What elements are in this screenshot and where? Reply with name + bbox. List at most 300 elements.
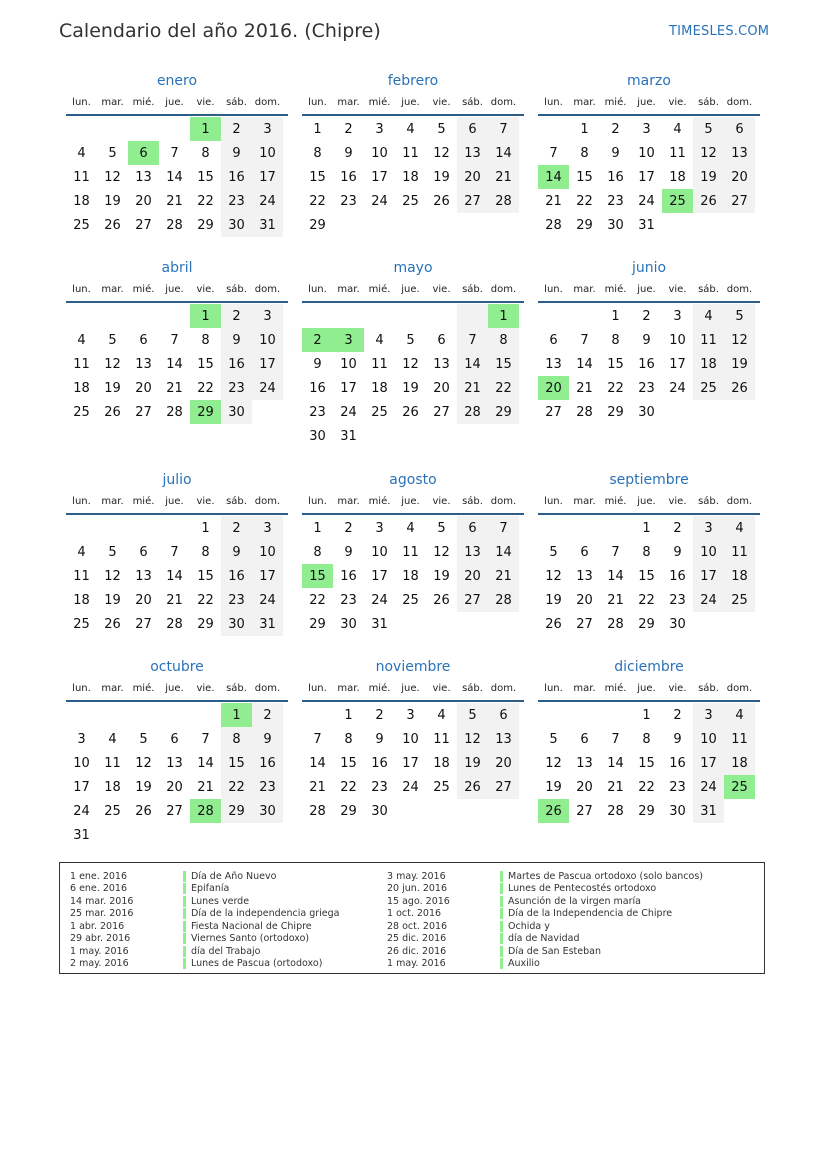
day-cell: 18 <box>693 352 724 376</box>
day-cell: 20 <box>166 779 183 795</box>
day-cell: 12 <box>104 169 121 185</box>
day-cell: 8 <box>344 731 353 747</box>
day-cell: 2 <box>673 520 682 536</box>
holiday-day-cell: 28 <box>190 799 221 823</box>
day-cell: 10 <box>252 540 283 564</box>
holiday-day-cell: 1 <box>488 304 519 328</box>
legend-holiday-name: Viernes Santo (ortodoxo) <box>191 933 310 945</box>
day-cell: 16 <box>252 751 283 775</box>
day-cell: 5 <box>693 117 724 141</box>
month-divider <box>302 114 524 116</box>
day-cell: 25 <box>104 803 121 819</box>
empty-cell <box>190 703 221 727</box>
holiday-day-cell: 29 <box>190 400 221 424</box>
weekday-label: mar. <box>573 495 596 507</box>
day-cell: 8 <box>313 544 322 560</box>
holiday-marker-icon <box>183 871 186 882</box>
day-cell: 8 <box>611 332 620 348</box>
empty-cell <box>600 516 631 540</box>
day-cell: 18 <box>371 380 388 396</box>
day-grid <box>538 117 760 237</box>
day-cell: 28 <box>545 217 562 233</box>
day-cell: 11 <box>402 544 419 560</box>
empty-cell <box>426 304 457 328</box>
day-cell: 5 <box>108 544 117 560</box>
month-febrero <box>302 70 524 237</box>
day-cell: 15 <box>197 356 214 372</box>
day-cell: 19 <box>693 165 724 189</box>
day-cell: 29 <box>309 217 326 233</box>
month-name: abril <box>161 260 193 276</box>
legend-holiday-name: Asunción de la virgen maría <box>508 895 641 907</box>
holiday-marker-icon <box>500 896 503 907</box>
day-cell: 10 <box>73 755 90 771</box>
day-cell: 21 <box>607 779 624 795</box>
day-cell: 25 <box>73 404 90 420</box>
weekday-label: sáb. <box>462 283 483 295</box>
holiday-marker-icon <box>183 946 186 957</box>
day-cell: 20 <box>457 165 488 189</box>
legend-row <box>70 945 339 958</box>
day-cell: 4 <box>77 145 86 161</box>
day-cell: 2 <box>221 516 252 540</box>
day-cell: 15 <box>607 356 624 372</box>
day-cell: 30 <box>221 213 252 237</box>
day-cell: 1 <box>611 308 620 324</box>
empty-cell <box>302 304 333 328</box>
day-cell: 13 <box>488 727 519 751</box>
day-cell: 29 <box>638 616 655 632</box>
day-cell: 29 <box>197 616 214 632</box>
legend-row <box>387 908 703 921</box>
day-cell: 5 <box>437 121 446 137</box>
day-cell: 25 <box>693 376 724 400</box>
day-grid <box>302 304 524 448</box>
day-cell: 25 <box>73 616 90 632</box>
day-cell: 13 <box>457 540 488 564</box>
weekday-label: vie. <box>196 96 215 108</box>
weekday-label: jue. <box>401 283 420 295</box>
day-cell: 27 <box>724 189 755 213</box>
weekday-label: sáb. <box>226 495 247 507</box>
holiday-day-cell: 14 <box>538 165 569 189</box>
day-cell: 9 <box>221 540 252 564</box>
empty-cell <box>538 516 569 540</box>
day-grid <box>538 304 760 424</box>
weekday-label: vie. <box>432 283 451 295</box>
day-cell: 6 <box>139 332 148 348</box>
day-cell: 9 <box>611 145 620 161</box>
day-cell: 23 <box>638 380 655 396</box>
weekday-label: dom. <box>490 682 517 694</box>
day-cell: 12 <box>104 356 121 372</box>
page-title: Calendario del año 2016. (Chipre) <box>59 20 381 42</box>
empty-cell <box>128 117 159 141</box>
day-cell: 24 <box>638 193 655 209</box>
day-grid <box>538 703 760 823</box>
day-cell: 4 <box>437 707 446 723</box>
day-cell: 8 <box>201 332 210 348</box>
legend-row <box>70 958 339 971</box>
weekday-label: lun. <box>308 682 327 694</box>
month-divider <box>538 114 760 116</box>
weekday-label: jue. <box>401 96 420 108</box>
day-cell: 22 <box>488 376 519 400</box>
holiday-marker-icon <box>500 871 503 882</box>
empty-cell <box>97 117 128 141</box>
month-name: marzo <box>627 73 671 89</box>
day-cell: 7 <box>549 145 558 161</box>
day-cell: 6 <box>724 117 755 141</box>
day-grid <box>302 703 524 823</box>
day-cell: 24 <box>73 803 90 819</box>
empty-cell <box>457 304 488 328</box>
weekday-label: mar. <box>573 96 596 108</box>
weekday-label: sáb. <box>462 495 483 507</box>
day-cell: 31 <box>252 213 283 237</box>
day-cell: 12 <box>402 356 419 372</box>
weekday-label: mié. <box>368 283 391 295</box>
legend-row <box>387 945 703 958</box>
day-cell: 1 <box>642 520 651 536</box>
day-cell: 19 <box>545 592 562 608</box>
day-cell: 4 <box>108 731 117 747</box>
day-cell: 13 <box>433 356 450 372</box>
day-cell: 27 <box>166 803 183 819</box>
empty-cell <box>159 304 190 328</box>
day-cell: 11 <box>669 145 686 161</box>
weekday-label: dom. <box>726 495 753 507</box>
legend-row <box>70 870 339 883</box>
day-cell: 10 <box>669 332 686 348</box>
holiday-day-cell: 1 <box>190 117 221 141</box>
day-cell: 18 <box>724 564 755 588</box>
weekday-header <box>538 491 760 511</box>
holiday-legend <box>59 862 765 974</box>
day-cell: 16 <box>607 169 624 185</box>
day-cell: 15 <box>197 169 214 185</box>
weekday-header <box>302 92 524 112</box>
day-cell: 2 <box>611 121 620 137</box>
weekday-label: lun. <box>544 682 563 694</box>
day-cell: 10 <box>693 540 724 564</box>
weekday-label: vie. <box>668 96 687 108</box>
day-cell: 31 <box>252 612 283 636</box>
day-cell: 17 <box>252 352 283 376</box>
day-cell: 21 <box>488 564 519 588</box>
legend-date: 14 mar. 2016 <box>70 895 134 907</box>
day-cell: 26 <box>545 616 562 632</box>
day-cell: 14 <box>166 169 183 185</box>
empty-cell <box>600 703 631 727</box>
empty-cell <box>66 117 97 141</box>
day-cell: 12 <box>433 145 450 161</box>
day-cell: 31 <box>340 428 357 444</box>
day-cell: 28 <box>488 588 519 612</box>
day-cell: 17 <box>371 568 388 584</box>
day-cell: 26 <box>104 404 121 420</box>
day-cell: 5 <box>724 304 755 328</box>
holiday-marker-icon <box>500 908 503 919</box>
holiday-day-cell: 15 <box>302 564 333 588</box>
day-cell: 27 <box>135 404 152 420</box>
day-cell: 7 <box>580 332 589 348</box>
day-cell: 2 <box>673 707 682 723</box>
day-cell: 14 <box>576 356 593 372</box>
day-cell: 11 <box>73 568 90 584</box>
legend-holiday-name: Martes de Pascua ortodoxo (solo bancos) <box>508 870 703 882</box>
empty-cell <box>569 304 600 328</box>
day-cell: 15 <box>638 755 655 771</box>
day-cell: 22 <box>197 380 214 396</box>
day-cell: 3 <box>693 516 724 540</box>
day-cell: 4 <box>406 121 415 137</box>
weekday-label: mié. <box>132 96 155 108</box>
day-cell: 12 <box>545 755 562 771</box>
day-cell: 16 <box>221 165 252 189</box>
day-cell: 15 <box>197 568 214 584</box>
day-cell: 22 <box>576 193 593 209</box>
day-cell: 29 <box>607 404 624 420</box>
day-cell: 9 <box>221 328 252 352</box>
day-cell: 7 <box>313 731 322 747</box>
day-cell: 29 <box>309 616 326 632</box>
empty-cell <box>159 117 190 141</box>
day-cell: 18 <box>724 751 755 775</box>
day-cell: 24 <box>371 193 388 209</box>
day-cell: 19 <box>104 380 121 396</box>
day-cell: 23 <box>252 775 283 799</box>
day-cell: 20 <box>135 380 152 396</box>
weekday-label: mar. <box>101 495 124 507</box>
day-cell: 13 <box>576 568 593 584</box>
day-cell: 18 <box>73 193 90 209</box>
day-cell: 9 <box>221 141 252 165</box>
day-cell: 11 <box>402 145 419 161</box>
holiday-marker-icon <box>183 958 186 969</box>
empty-cell <box>569 516 600 540</box>
day-cell: 21 <box>457 376 488 400</box>
day-cell: 14 <box>488 141 519 165</box>
day-cell: 27 <box>433 404 450 420</box>
weekday-label: mié. <box>368 682 391 694</box>
day-cell: 4 <box>406 520 415 536</box>
weekday-label: lun. <box>308 96 327 108</box>
day-cell: 3 <box>252 304 283 328</box>
weekday-label: mar. <box>337 283 360 295</box>
weekday-label: jue. <box>637 283 656 295</box>
weekday-label: sáb. <box>462 96 483 108</box>
legend-holiday-name: Lunes de Pentecostés ortodoxo <box>508 883 657 895</box>
legend-row <box>387 870 703 883</box>
weekday-label: jue. <box>165 96 184 108</box>
day-cell: 25 <box>73 217 90 233</box>
day-cell: 30 <box>340 616 357 632</box>
day-cell: 26 <box>104 217 121 233</box>
day-cell: 7 <box>611 731 620 747</box>
brand-link[interactable]: TIMESLES.COM <box>669 24 770 39</box>
legend-date: 1 oct. 2016 <box>387 908 442 920</box>
day-cell: 8 <box>488 328 519 352</box>
legend-row <box>70 883 339 896</box>
day-cell: 28 <box>166 217 183 233</box>
month-name: julio <box>162 472 192 488</box>
legend-row <box>387 920 703 933</box>
holiday-marker-icon <box>500 883 503 894</box>
weekday-label: dom. <box>254 682 281 694</box>
holiday-day-cell: 6 <box>128 141 159 165</box>
day-cell: 31 <box>693 799 724 823</box>
day-cell: 17 <box>693 564 724 588</box>
weekday-label: mié. <box>132 283 155 295</box>
month-enero <box>66 70 288 237</box>
day-cell: 17 <box>693 751 724 775</box>
day-cell: 15 <box>340 755 357 771</box>
day-cell: 5 <box>108 332 117 348</box>
month-mayo <box>302 257 524 448</box>
day-cell: 14 <box>166 356 183 372</box>
weekday-label: dom. <box>726 283 753 295</box>
day-cell: 30 <box>221 612 252 636</box>
day-cell: 27 <box>545 404 562 420</box>
day-cell: 6 <box>457 117 488 141</box>
day-cell: 30 <box>638 404 655 420</box>
day-cell: 5 <box>549 731 558 747</box>
legend-holiday-name: Día de San Esteban <box>508 945 601 957</box>
weekday-label: sáb. <box>698 96 719 108</box>
weekday-label: mar. <box>573 283 596 295</box>
day-cell: 3 <box>693 703 724 727</box>
month-septiembre <box>538 469 760 636</box>
day-cell: 30 <box>309 428 326 444</box>
month-octubre <box>66 656 288 847</box>
day-cell: 24 <box>340 404 357 420</box>
day-cell: 22 <box>340 779 357 795</box>
month-name: agosto <box>389 472 437 488</box>
day-cell: 25 <box>402 193 419 209</box>
day-cell: 10 <box>252 141 283 165</box>
day-cell: 18 <box>402 169 419 185</box>
day-cell: 3 <box>252 516 283 540</box>
weekday-label: mar. <box>337 96 360 108</box>
day-cell: 31 <box>73 827 90 843</box>
legend-date: 6 ene. 2016 <box>70 883 127 895</box>
day-cell: 17 <box>402 755 419 771</box>
day-cell: 4 <box>693 304 724 328</box>
day-cell: 23 <box>309 404 326 420</box>
holiday-day-cell: 20 <box>538 376 569 400</box>
empty-cell <box>395 304 426 328</box>
day-cell: 22 <box>638 779 655 795</box>
day-cell: 21 <box>166 380 183 396</box>
day-cell: 8 <box>221 727 252 751</box>
day-cell: 27 <box>576 616 593 632</box>
day-cell: 15 <box>309 169 326 185</box>
day-cell: 31 <box>371 616 388 632</box>
day-cell: 13 <box>135 568 152 584</box>
day-cell: 20 <box>488 751 519 775</box>
legend-holiday-name: Día de la independencia griega <box>191 908 340 920</box>
day-cell: 21 <box>488 165 519 189</box>
weekday-label: sáb. <box>462 682 483 694</box>
day-cell: 7 <box>611 544 620 560</box>
day-cell: 6 <box>580 731 589 747</box>
day-cell: 19 <box>724 352 755 376</box>
day-cell: 3 <box>252 117 283 141</box>
weekday-label: mié. <box>604 283 627 295</box>
weekday-label: vie. <box>668 283 687 295</box>
day-cell: 24 <box>693 588 724 612</box>
day-cell: 29 <box>221 799 252 823</box>
day-cell: 22 <box>197 592 214 608</box>
weekday-label: mié. <box>132 495 155 507</box>
day-cell: 7 <box>170 332 179 348</box>
legend-row <box>387 883 703 896</box>
day-cell: 26 <box>135 803 152 819</box>
holiday-marker-icon <box>183 896 186 907</box>
day-cell: 23 <box>221 376 252 400</box>
holiday-marker-icon <box>500 958 503 969</box>
day-cell: 10 <box>638 145 655 161</box>
day-cell: 1 <box>642 707 651 723</box>
day-cell: 18 <box>104 779 121 795</box>
day-cell: 21 <box>166 592 183 608</box>
month-divider <box>538 513 760 515</box>
day-cell: 19 <box>457 751 488 775</box>
month-agosto <box>302 469 524 636</box>
day-cell: 8 <box>642 731 651 747</box>
month-abril <box>66 257 288 424</box>
legend-row <box>70 908 339 921</box>
day-cell: 26 <box>433 193 450 209</box>
legend-date: 25 dic. 2016 <box>387 933 447 945</box>
day-cell: 14 <box>607 755 624 771</box>
empty-cell <box>302 703 333 727</box>
legend-date: 1 abr. 2016 <box>70 920 125 932</box>
day-cell: 19 <box>104 193 121 209</box>
day-cell: 4 <box>77 332 86 348</box>
weekday-label: mié. <box>604 96 627 108</box>
weekday-label: sáb. <box>226 682 247 694</box>
weekday-header <box>66 678 288 698</box>
legend-holiday-name: Lunes de Pascua (ortodoxo) <box>191 958 323 970</box>
weekday-header <box>302 678 524 698</box>
weekday-label: dom. <box>254 96 281 108</box>
day-cell: 28 <box>607 616 624 632</box>
day-cell: 21 <box>166 193 183 209</box>
holiday-day-cell: 2 <box>302 328 333 352</box>
empty-cell <box>364 304 395 328</box>
day-cell: 21 <box>197 779 214 795</box>
month-divider <box>538 700 760 702</box>
day-cell: 23 <box>221 189 252 213</box>
day-cell: 14 <box>197 755 214 771</box>
day-cell: 15 <box>638 568 655 584</box>
day-cell: 29 <box>340 803 357 819</box>
day-cell: 24 <box>252 189 283 213</box>
weekday-header <box>538 92 760 112</box>
weekday-label: mar. <box>337 682 360 694</box>
day-cell: 23 <box>221 588 252 612</box>
day-grid <box>66 304 288 424</box>
day-cell: 21 <box>607 592 624 608</box>
weekday-label: lun. <box>72 495 91 507</box>
weekday-label: dom. <box>490 96 517 108</box>
holiday-marker-icon <box>183 933 186 944</box>
day-cell: 29 <box>638 803 655 819</box>
day-cell: 20 <box>135 592 152 608</box>
day-cell: 28 <box>457 400 488 424</box>
